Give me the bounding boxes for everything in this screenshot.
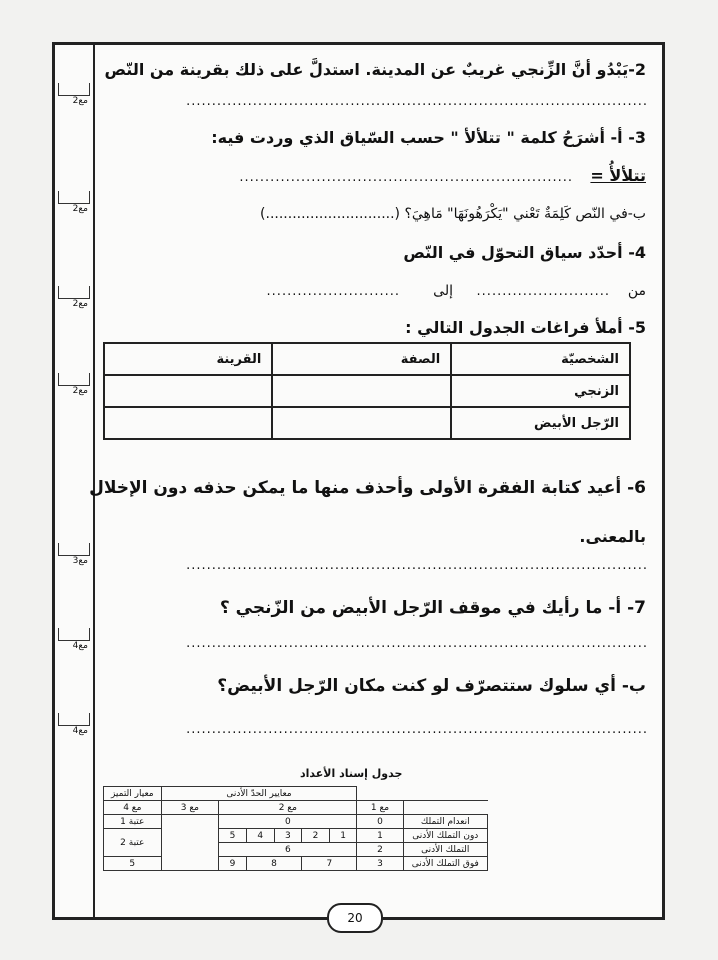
- question-5: 5- أملأ فراغات الجدول التالي :: [405, 318, 646, 337]
- table-cell[interactable]: [272, 407, 451, 439]
- answer-line[interactable]: ..........................................................................................: [186, 94, 648, 109]
- question-2: 2-يَبْدُو أنَّ الزِّنجي غريبٌ عن المدينة. استدلَّ على ذلك بقرينة من النّص: [104, 60, 646, 79]
- grade-cell: 1: [329, 829, 357, 843]
- grade-cell: 2: [357, 843, 403, 857]
- mark-box: مع2: [58, 370, 90, 396]
- table-cell[interactable]: [272, 375, 451, 407]
- grade-cell: 8: [246, 857, 301, 871]
- grade-cell: 6: [219, 843, 357, 857]
- grade-cell: عتبة 2: [104, 829, 162, 857]
- excellence-header: معيار التميز: [104, 787, 162, 801]
- grading-title: جدول إسناد الأعداد: [300, 767, 403, 780]
- question-6: 6- أعيد كتابة الفقرة الأولى وأحذف منها ما يمكن حذفه دون الإخلال: [89, 478, 646, 498]
- grade-cell: 5: [104, 857, 162, 871]
- row-label: الرّجل الأبيض: [451, 407, 630, 439]
- row-label: الزنجي: [451, 375, 630, 407]
- mark-box: مع4: [58, 625, 90, 651]
- page-number: 20: [327, 903, 383, 933]
- criterion-3: مع 3: [161, 801, 219, 815]
- answer-line[interactable]: ..........................................................................................: [186, 722, 648, 737]
- table-cell[interactable]: [104, 375, 272, 407]
- grade-cell: 0: [219, 815, 357, 829]
- answer-line[interactable]: ..........................................................................................: [186, 636, 648, 651]
- grade-cell: 7: [302, 857, 357, 871]
- min-criteria-header: معايير الحدّ الأدنى: [161, 787, 357, 801]
- grade-cell: 0: [357, 815, 403, 829]
- question-4: 4- أحدّد سياق التحوّل في النّص: [403, 243, 646, 262]
- answer-line-to[interactable]: ..........................: [266, 284, 400, 299]
- word-label: تتلألأُ =: [590, 166, 646, 185]
- grading-table: [103, 786, 488, 871]
- table-cell[interactable]: [104, 407, 272, 439]
- grade-cell: 1: [357, 829, 403, 843]
- criterion-2: مع 2: [219, 801, 357, 815]
- grade-cell: عتبة 1: [104, 815, 162, 829]
- answer-line[interactable]: .................................................................: [239, 170, 573, 185]
- level-label: دون التملك الأدنى: [403, 829, 487, 843]
- from-label: من: [627, 283, 646, 299]
- question-3b: ب-في النّص كَلِمَةٌ تَعْني "يَكْرَهُونَهَا" مَاهِيَ؟ (.............................): [260, 206, 646, 222]
- header-trait: الصفة: [272, 343, 451, 375]
- answer-line-from[interactable]: ..........................: [476, 284, 610, 299]
- level-label: انعدام التملك: [403, 815, 487, 829]
- to-label: إلى: [433, 283, 453, 299]
- grade-cell: 2: [302, 829, 330, 843]
- question-7a: 7- أ- ما رأيك في موقف الرّجل الأبيض من الزّنجي ؟: [219, 598, 646, 618]
- level-label: التملك الأدنى: [403, 843, 487, 857]
- question-6-cont: بالمعنى.: [579, 527, 646, 546]
- question-3a: 3- أ- أشرَحُ كلمة " تتلألأ " حسب السّياق الذي وردت فيه:: [211, 128, 646, 147]
- header-character: الشخصيّة: [451, 343, 630, 375]
- mark-box: مع2: [58, 80, 90, 106]
- question-7b: ب- أي سلوك ستتصرّف لو كنت مكان الرّجل الأبيض؟: [217, 676, 646, 696]
- answer-line[interactable]: ..........................................................................................: [186, 558, 648, 573]
- mark-box: مع2: [58, 283, 90, 309]
- level-label: فوق التملك الأدنى: [403, 857, 487, 871]
- grade-cell: 5: [219, 829, 247, 843]
- grade-cell: 3: [357, 857, 403, 871]
- grade-cell: 4: [246, 829, 274, 843]
- grade-cell: 9: [219, 857, 247, 871]
- mark-box: مع2: [58, 188, 90, 214]
- header-evidence: القرينة: [104, 343, 272, 375]
- grade-cell: 3: [274, 829, 302, 843]
- mark-box: مع4: [58, 710, 90, 736]
- criterion-4: مع 4: [104, 801, 162, 815]
- character-table: [103, 342, 631, 440]
- criterion-1: مع 1: [357, 801, 403, 815]
- mark-box: مع3: [58, 540, 90, 566]
